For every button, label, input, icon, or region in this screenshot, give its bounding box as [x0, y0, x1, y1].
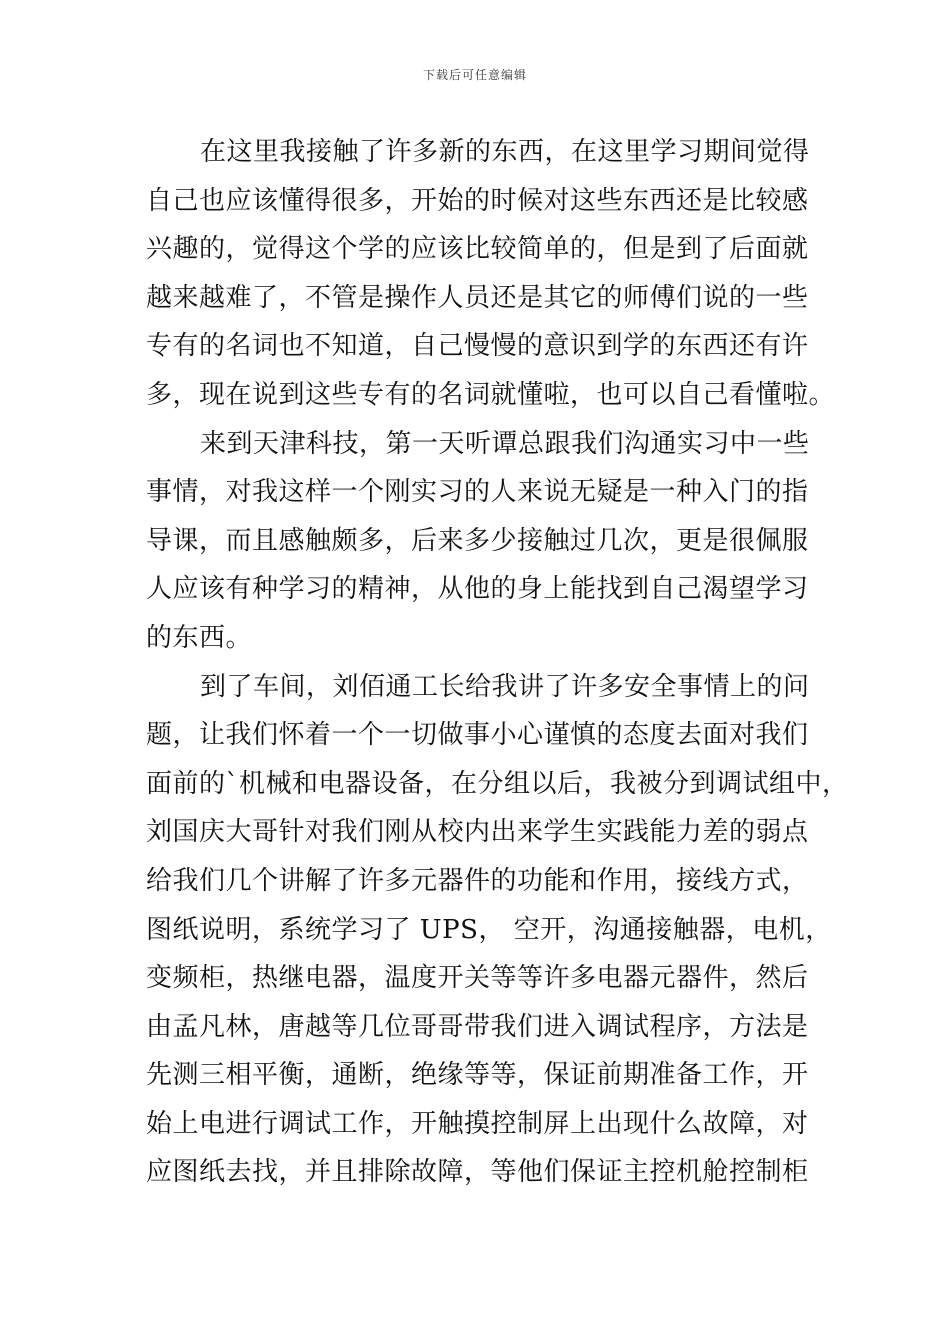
text-line: 专有的名词也不知道，自己慢慢的意识到学的东西还有许	[146, 331, 809, 362]
text-line: 题，让我们怀着一个一切做事小心谨慎的态度去面对我们	[146, 720, 809, 751]
paragraph-3	[146, 663, 849, 1198]
text-line: 多，现在说到这些专有的名词就懂啦，也可以自己看懂啦。	[146, 379, 836, 410]
text-line: 始上电进行调试工作，开触摸控制屏上出现什么故障，对	[146, 1108, 809, 1139]
paragraph-2	[146, 420, 810, 663]
text-line: 越来越难了，不管是操作人员还是其它的师傅们说的一些	[146, 282, 809, 313]
text-line: 刘国庆大哥针对我们刚从校内出来学生实践能力差的弱点	[146, 817, 809, 848]
text-line: 图纸说明，系统学习了 UPS， 空开，沟通接触器，电机，	[146, 914, 832, 945]
text-line: 在这里我接触了许多新的东西，在这里学习期间觉得	[200, 137, 810, 167]
paragraph-1	[146, 128, 836, 420]
text-line: 到了车间，刘佰通工长给我讲了许多安全事情上的问	[200, 671, 810, 702]
text-line: 事情，对我这样一个刚实习的人来说无疑是一种入门的指	[146, 477, 809, 508]
text-line: 来到天津科技，第一天听谭总跟我们沟通实习中一些	[200, 428, 810, 459]
text-line: 兴趣的，觉得这个学的应该比较简单的，但是到了后面就	[146, 234, 809, 265]
text-line: 的东西。	[146, 622, 253, 653]
header-note: 下载后可任意编辑	[422, 68, 527, 82]
text-line: 应图纸去找，并且排除故障，等他们保证主控机舱控制柜	[146, 1157, 809, 1188]
text-line: 面前的`机械和电器设备，在分组以后，我被分到调试组中，	[146, 768, 849, 799]
text-line: 导课，而且感触颇多，后来多少接触过几次，更是很佩服	[146, 525, 809, 556]
text-line: 由孟凡林，唐越等几位哥哥带我们进入调试程序，方法是	[146, 1011, 809, 1042]
text-line: 自己也应该懂得很多，开始的时候对这些东西还是比较感	[146, 185, 809, 216]
body-text	[146, 128, 849, 1197]
text-line: 给我们几个讲解了许多元器件的功能和作用，接线方式，	[146, 865, 809, 896]
text-line: 变频柜，热继电器，温度开关等等许多电器元器件，然后	[146, 963, 809, 994]
text-line: 先测三相平衡，通断，绝缘等等，保证前期准备工作，开	[146, 1060, 809, 1091]
text-line: 人应该有种学习的精神，从他的身上能找到自己渴望学习	[146, 574, 809, 605]
